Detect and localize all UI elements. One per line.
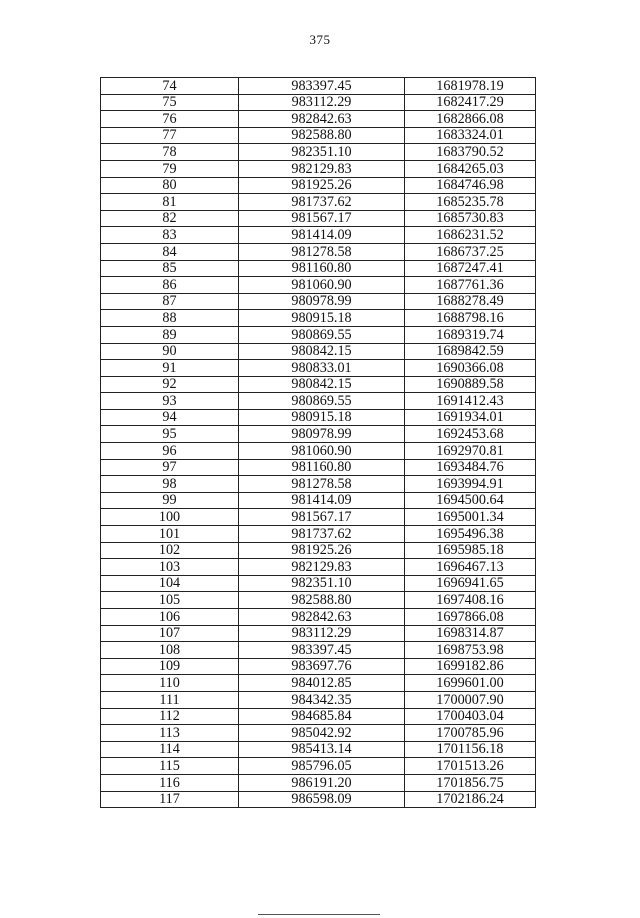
y-coordinate-cell: 1681978.19 xyxy=(405,78,536,95)
table-row xyxy=(101,343,536,360)
point-number-cell: 101 xyxy=(101,526,239,543)
x-coordinate-cell: 981925.26 xyxy=(239,177,405,194)
table-row xyxy=(101,326,536,343)
x-coordinate-cell: 982588.80 xyxy=(239,592,405,609)
point-number-cell: 95 xyxy=(101,426,239,443)
x-coordinate-cell: 981278.58 xyxy=(239,243,405,260)
table-row xyxy=(101,625,536,642)
y-coordinate-cell: 1689842.59 xyxy=(405,343,536,360)
point-number-cell: 106 xyxy=(101,609,239,626)
x-coordinate-cell: 981737.62 xyxy=(239,194,405,211)
y-coordinate-cell: 1682417.29 xyxy=(405,94,536,111)
x-coordinate-cell: 982842.63 xyxy=(239,111,405,128)
x-coordinate-cell: 983112.29 xyxy=(239,625,405,642)
x-coordinate-cell: 981414.09 xyxy=(239,492,405,509)
table-row xyxy=(101,144,536,161)
x-coordinate-cell: 980978.99 xyxy=(239,426,405,443)
x-coordinate-cell: 982588.80 xyxy=(239,127,405,144)
y-coordinate-cell: 1701513.26 xyxy=(405,758,536,775)
table-row xyxy=(101,78,536,95)
point-number-cell: 80 xyxy=(101,177,239,194)
point-number-cell: 91 xyxy=(101,360,239,377)
table-row xyxy=(101,194,536,211)
x-coordinate-cell: 981567.17 xyxy=(239,509,405,526)
point-number-cell: 108 xyxy=(101,642,239,659)
table-row xyxy=(101,227,536,244)
y-coordinate-cell: 1685235.78 xyxy=(405,194,536,211)
point-number-cell: 85 xyxy=(101,260,239,277)
y-coordinate-cell: 1701156.18 xyxy=(405,741,536,758)
table-row xyxy=(101,160,536,177)
x-coordinate-cell: 980915.18 xyxy=(239,310,405,327)
y-coordinate-cell: 1684265.03 xyxy=(405,160,536,177)
y-coordinate-cell: 1702186.24 xyxy=(405,791,536,808)
point-number-cell: 82 xyxy=(101,210,239,227)
table-row xyxy=(101,177,536,194)
y-coordinate-cell: 1700785.96 xyxy=(405,725,536,742)
table-row xyxy=(101,592,536,609)
x-coordinate-cell: 983397.45 xyxy=(239,78,405,95)
coordinates-table xyxy=(100,77,536,808)
x-coordinate-cell: 982351.10 xyxy=(239,144,405,161)
y-coordinate-cell: 1690889.58 xyxy=(405,376,536,393)
point-number-cell: 92 xyxy=(101,376,239,393)
point-number-cell: 74 xyxy=(101,78,239,95)
y-coordinate-cell: 1698314.87 xyxy=(405,625,536,642)
table-row xyxy=(101,393,536,410)
y-coordinate-cell: 1683324.01 xyxy=(405,127,536,144)
point-number-cell: 83 xyxy=(101,227,239,244)
x-coordinate-cell: 981060.90 xyxy=(239,443,405,460)
point-number-cell: 89 xyxy=(101,326,239,343)
point-number-cell: 114 xyxy=(101,741,239,758)
table-row xyxy=(101,758,536,775)
table-row xyxy=(101,277,536,294)
table-row xyxy=(101,575,536,592)
x-coordinate-cell: 981737.62 xyxy=(239,526,405,543)
x-coordinate-cell: 982842.63 xyxy=(239,609,405,626)
table-row xyxy=(101,642,536,659)
y-coordinate-cell: 1695985.18 xyxy=(405,542,536,559)
y-coordinate-cell: 1699601.00 xyxy=(405,675,536,692)
table-row xyxy=(101,708,536,725)
y-coordinate-cell: 1695496.38 xyxy=(405,526,536,543)
table-row xyxy=(101,476,536,493)
y-coordinate-cell: 1699182.86 xyxy=(405,658,536,675)
y-coordinate-cell: 1696467.13 xyxy=(405,559,536,576)
point-number-cell: 78 xyxy=(101,144,239,161)
x-coordinate-cell: 982129.83 xyxy=(239,559,405,576)
y-coordinate-cell: 1697408.16 xyxy=(405,592,536,609)
table-row xyxy=(101,658,536,675)
y-coordinate-cell: 1695001.34 xyxy=(405,509,536,526)
table-row xyxy=(101,310,536,327)
point-number-cell: 87 xyxy=(101,293,239,310)
x-coordinate-cell: 981414.09 xyxy=(239,227,405,244)
page-number: 375 xyxy=(309,32,331,47)
point-number-cell: 90 xyxy=(101,343,239,360)
y-coordinate-cell: 1688278.49 xyxy=(405,293,536,310)
table-row xyxy=(101,725,536,742)
y-coordinate-cell: 1686231.52 xyxy=(405,227,536,244)
point-number-cell: 93 xyxy=(101,393,239,410)
y-coordinate-cell: 1693994.91 xyxy=(405,476,536,493)
x-coordinate-cell: 981160.80 xyxy=(239,260,405,277)
x-coordinate-cell: 980833.01 xyxy=(239,360,405,377)
y-coordinate-cell: 1693484.76 xyxy=(405,459,536,476)
point-number-cell: 75 xyxy=(101,94,239,111)
table-row xyxy=(101,509,536,526)
point-number-cell: 107 xyxy=(101,625,239,642)
x-coordinate-cell: 984342.35 xyxy=(239,691,405,708)
table-row xyxy=(101,293,536,310)
table-row xyxy=(101,774,536,791)
y-coordinate-cell: 1687761.36 xyxy=(405,277,536,294)
table-row xyxy=(101,791,536,808)
point-number-cell: 77 xyxy=(101,127,239,144)
x-coordinate-cell: 983112.29 xyxy=(239,94,405,111)
y-coordinate-cell: 1701856.75 xyxy=(405,774,536,791)
point-number-cell: 86 xyxy=(101,277,239,294)
x-coordinate-cell: 982129.83 xyxy=(239,160,405,177)
x-coordinate-cell: 980842.15 xyxy=(239,343,405,360)
table-row xyxy=(101,526,536,543)
y-coordinate-cell: 1692453.68 xyxy=(405,426,536,443)
point-number-cell: 102 xyxy=(101,542,239,559)
x-coordinate-cell: 981278.58 xyxy=(239,476,405,493)
x-coordinate-cell: 982351.10 xyxy=(239,575,405,592)
table-row xyxy=(101,559,536,576)
point-number-cell: 79 xyxy=(101,160,239,177)
x-coordinate-cell: 981160.80 xyxy=(239,459,405,476)
point-number-cell: 110 xyxy=(101,675,239,692)
point-number-cell: 84 xyxy=(101,243,239,260)
y-coordinate-cell: 1700403.04 xyxy=(405,708,536,725)
point-number-cell: 112 xyxy=(101,708,239,725)
x-coordinate-cell: 984012.85 xyxy=(239,675,405,692)
table-row xyxy=(101,127,536,144)
y-coordinate-cell: 1685730.83 xyxy=(405,210,536,227)
point-number-cell: 96 xyxy=(101,443,239,460)
table-row xyxy=(101,210,536,227)
table-row xyxy=(101,426,536,443)
x-coordinate-cell: 980915.18 xyxy=(239,409,405,426)
table-row xyxy=(101,741,536,758)
x-coordinate-cell: 983397.45 xyxy=(239,642,405,659)
point-number-cell: 104 xyxy=(101,575,239,592)
x-coordinate-cell: 985042.92 xyxy=(239,725,405,742)
y-coordinate-cell: 1682866.08 xyxy=(405,111,536,128)
y-coordinate-cell: 1683790.52 xyxy=(405,144,536,161)
point-number-cell: 81 xyxy=(101,194,239,211)
y-coordinate-cell: 1692970.81 xyxy=(405,443,536,460)
point-number-cell: 116 xyxy=(101,774,239,791)
table-row xyxy=(101,542,536,559)
y-coordinate-cell: 1687247.41 xyxy=(405,260,536,277)
x-coordinate-cell: 980842.15 xyxy=(239,376,405,393)
point-number-cell: 115 xyxy=(101,758,239,775)
y-coordinate-cell: 1688798.16 xyxy=(405,310,536,327)
x-coordinate-cell: 983697.76 xyxy=(239,658,405,675)
table-body xyxy=(101,78,536,808)
y-coordinate-cell: 1700007.90 xyxy=(405,691,536,708)
y-coordinate-cell: 1690366.08 xyxy=(405,360,536,377)
point-number-cell: 100 xyxy=(101,509,239,526)
x-coordinate-cell: 985413.14 xyxy=(239,741,405,758)
table-row xyxy=(101,675,536,692)
point-number-cell: 99 xyxy=(101,492,239,509)
point-number-cell: 105 xyxy=(101,592,239,609)
table-row xyxy=(101,243,536,260)
point-number-cell: 103 xyxy=(101,559,239,576)
table-row xyxy=(101,691,536,708)
point-number-cell: 97 xyxy=(101,459,239,476)
point-number-cell: 111 xyxy=(101,691,239,708)
x-coordinate-cell: 981567.17 xyxy=(239,210,405,227)
table-row xyxy=(101,409,536,426)
x-coordinate-cell: 980869.55 xyxy=(239,393,405,410)
table-row xyxy=(101,492,536,509)
point-number-cell: 113 xyxy=(101,725,239,742)
y-coordinate-cell: 1698753.98 xyxy=(405,642,536,659)
table-row xyxy=(101,459,536,476)
y-coordinate-cell: 1691934.01 xyxy=(405,409,536,426)
point-number-cell: 109 xyxy=(101,658,239,675)
x-coordinate-cell: 981060.90 xyxy=(239,277,405,294)
table-row xyxy=(101,360,536,377)
point-number-cell: 76 xyxy=(101,111,239,128)
x-coordinate-cell: 986598.09 xyxy=(239,791,405,808)
x-coordinate-cell: 984685.84 xyxy=(239,708,405,725)
x-coordinate-cell: 981925.26 xyxy=(239,542,405,559)
table-row xyxy=(101,376,536,393)
y-coordinate-cell: 1689319.74 xyxy=(405,326,536,343)
y-coordinate-cell: 1686737.25 xyxy=(405,243,536,260)
x-coordinate-cell: 980978.99 xyxy=(239,293,405,310)
y-coordinate-cell: 1691412.43 xyxy=(405,393,536,410)
point-number-cell: 94 xyxy=(101,409,239,426)
x-coordinate-cell: 985796.05 xyxy=(239,758,405,775)
x-coordinate-cell: 980869.55 xyxy=(239,326,405,343)
point-number-cell: 88 xyxy=(101,310,239,327)
point-number-cell: 98 xyxy=(101,476,239,493)
y-coordinate-cell: 1696941.65 xyxy=(405,575,536,592)
x-coordinate-cell: 986191.20 xyxy=(239,774,405,791)
table-row xyxy=(101,609,536,626)
table-row xyxy=(101,260,536,277)
point-number-cell: 117 xyxy=(101,791,239,808)
table-row xyxy=(101,111,536,128)
y-coordinate-cell: 1684746.98 xyxy=(405,177,536,194)
y-coordinate-cell: 1694500.64 xyxy=(405,492,536,509)
table-row xyxy=(101,94,536,111)
footer-rule xyxy=(258,914,380,915)
table-row xyxy=(101,443,536,460)
y-coordinate-cell: 1697866.08 xyxy=(405,609,536,626)
